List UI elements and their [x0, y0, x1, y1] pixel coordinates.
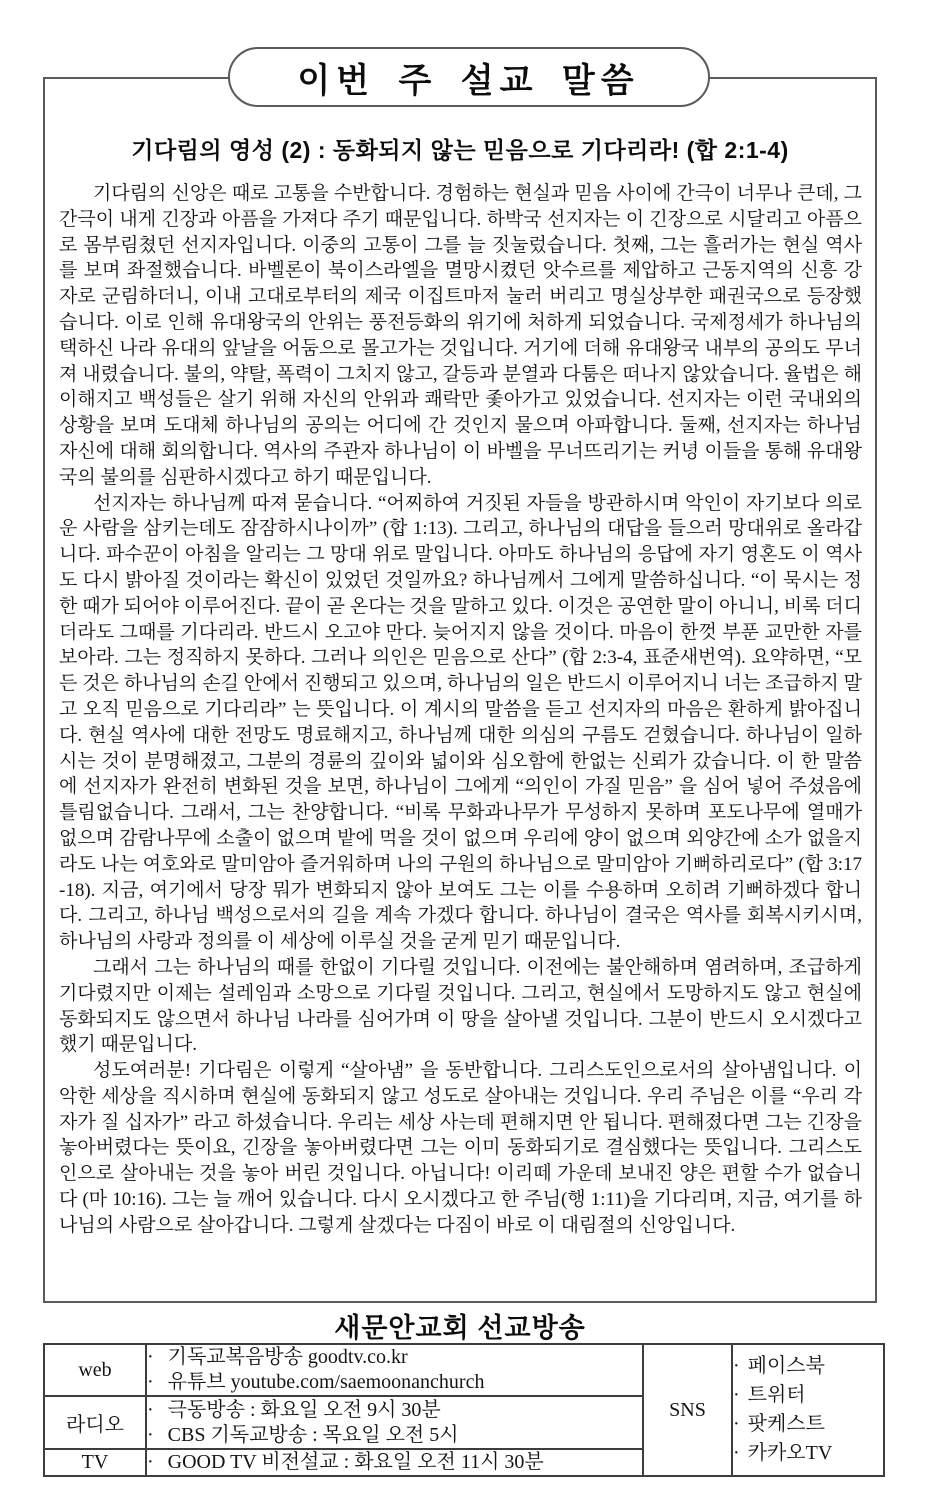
web-item-2-text: 유튜브 youtube.com/saemoonanchurch [167, 1371, 485, 1393]
web-item-1-text: 기독교복음방송 goodtv.co.kr [167, 1346, 408, 1368]
web-row-content [146, 1344, 643, 1396]
radio-row-content [146, 1396, 643, 1449]
sermon-paragraph-2: 선지자는 하나님께 따져 묻습니다. “어찌하여 거짓된 자들을 방관하시며 악인이 자기보다 의로운 사람을 삼키는데도 잠잠하시나이까” (합 1:13). 그리고, 하나님의 대답을 들으러 망대위로 올라갑니다. 파수꾼이 아침을 알리는 그 망대 위로 말입니다. 아마도 하나님의 응답에 자기 영혼도 이 역사도 다시 밝아질 것이라는 확신이 있었던 것일까요? 하나님께서 그에게 말씀하십니다. “이 묵시는 정한 때가 되어야 이루어진다. 끝이 곧 온다는 것을 말하고 있다. 이것은 공연한 말이 아니니, 비록 더디더라도 그때를 기다리라. 반드시 오고야 만다. 늦어지지 않을 것이다. 마음이 한껏 부푼 교만한 자를 보아라. 그는 정직하지 못하다. 그러나 의인은 믿음으로 산다” (합 2:3-4, 표준새번역). 요약하면, “모든 것은 하나님의 손길 안에서 진행되고 있으며, 하나님의 일은 반드시 이루어지니 너는 조급하지 말고 오직 믿음으로 기다리라” 는 뜻입니다. 이 계시의 말씀을 듣고 선지자의 마음은 환하게 밝아집니다. 현실 역사에 대한 전망도 명료해지고, 하나님께 대한 의심의 구름도 걷혔습니다. 하나님이 일하시는 것이 분명해졌고, 그분의 경륜의 깊이와 넓이와 심오함에 한없는 신뢰가 갔습니다. 이 한 말씀에 선지자가 완전히 변화된 것을 보면, 하나님이 그에게 “의인이 가질 믿음” 을 심어 넣어 주셨음에 틀림없습니다. 그래서, 그는 찬양합니다. “비록 무화과나무가 무성하지 못하며 포도나무에 열매가 없으며 감람나무에 소출이 없으며 밭에 먹을 것이 없으며 우리에 양이 없으며 외양간에 소가 없을지라도 나는 여호와로 말미암아 즐거워하며 나의 구원의 하나님으로 말미암아 기뻐하리로다” (합 3:17-18). 지금, 여기에서 당장 뭐가 변화되지 않아 보여도 그는 이를 수용하며 오히려 기뻐하겠다 합니다. 그리고, 하나님 백성으로서의 길을 계속 가겠다 합니다. 하나님이 결국은 역사를 회복시키시며, 하나님의 사랑과 정의를 이 세상에 이루실 것을 굳게 믿기 때문입니다. [59, 492, 862, 953]
bullet-icon: · [733, 1442, 740, 1464]
sermon-paragraph-4: 성도여러분! 기다림은 이렇게 “살아냄” 을 동반합니다. 그리스도인으로서의 살아냄입니다. 이 악한 세상을 직시하며 현실에 동화되지 않고 성도로 살아내는 것입니다. 우리 주님은 이를 “우리 각자가 질 십자가” 라고 하셨습니다. 우리는 세상 사는데 편해지면 안 됩니다. 편해졌다면 그는 긴장을 놓아버렸다는 뜻이요, 긴장을 놓아버렸다면 그는 이미 동화되기로 결심했다는 뜻입니다. 그리스도인으로 살아내는 것을 놓아 버린 것입니다. 아닙니다! 이리떼 가운데 보내진 양은 편할 수가 없습니다 (마 10:16). 그는 늘 깨어 있습니다. 다시 오시겠다고 한 주님(행 1:11)을 기다리며, 지금, 여기를 하나님의 사람으로 살아갑니다. 그렇게 살겠다는 다짐이 바로 이 대림절의 신앙입니다. [59, 1060, 862, 1236]
sns-item-2-text: 트위터 [747, 1384, 806, 1406]
radio-item-1 [147, 1398, 642, 1423]
sermon-paragraph-1: 기다림의 신앙은 때로 고통을 수반합니다. 경험하는 현실과 믿음 사이에 간극이 너무나 큰데, 그 간극이 내게 긴장과 아픔을 가져다 주기 때문입니다. 하박국 선지자는 이 긴장으로 시달리고 아픔으로 몸부림쳤던 선지자입니다. 이중의 고통이 그를 늘 짓눌렀습니다. 첫째, 그는 흘러가는 현실 역사를 보며 좌절했습니다. 바벨론이 북이스라엘을 멸망시켰던 앗수르를 제압하고 근동지역의 신흥 강자로 군림하더니, 이내 고대로부터의 제국 이집트마저 눌러 버리고 명실상부한 패권국으로 등장했습니다. 이로 인해 유대왕국의 안위는 풍전등화의 위기에 처하게 되었습니다. 국제정세가 하나님의 택하신 나라 유대의 앞날을 어둠으로 몰고가는 것입니다. 거기에 더해 유대왕국 내부의 공의도 무너져 내렸습니다. 불의, 약탈, 폭력이 그치지 않고, 갈등과 분열과 다툼은 떠나지 않았습니다. 율법은 해이해지고 백성들은 살기 위해 자신의 안위과 쾌락만 좇아가고 있었습니다. 선지자는 이런 국내외의 상황을 보며 도대체 하나님의 공의는 어디에 간 것인지 물으며 아파합니다. 둘째, 선지자는 하나님 자신에 대해 회의합니다. 역사의 주관자 하나님이 이 바벨을 무너뜨리기는 커녕 이들을 통해 유대왕국의 불의를 심판하시겠다고 하기 때문입니다. [59, 183, 862, 488]
sns-item-4-text: 카카오TV [747, 1442, 833, 1464]
bullet-icon: · [147, 1398, 154, 1421]
web-row-label: web [44, 1344, 146, 1396]
sermon-banner [228, 47, 710, 107]
sns-item-3-text: 팟케스트 [747, 1413, 825, 1435]
sns-item-1 [733, 1352, 883, 1381]
web-item-1 [147, 1345, 642, 1370]
tv-item-1-text: GOOD TV 비전설교 : 화요일 오전 11시 30분 [167, 1451, 544, 1473]
radio-item-1-text: 극동방송 : 화요일 오전 9시 30분 [167, 1398, 441, 1421]
tv-item-1 [147, 1451, 642, 1474]
tv-row-content [146, 1449, 643, 1476]
broadcast-row-web [44, 1344, 884, 1396]
radio-item-2 [147, 1423, 642, 1448]
web-item-2 [147, 1370, 642, 1395]
sermon-paragraph-3: 그래서 그는 하나님의 때를 한없이 기다릴 것입니다. 이전에는 불안해하며 염려하며, 조급하게 기다렸지만 이제는 설레임과 소망으로 기다릴 것입니다. 그리고, 현실에서 도망하지도 않고 현실에 동화되지도 않으면서 하나님 나라를 심어가며 이 땅을 살아낼 것입니다. 그분이 반드시 오시겠다고 했기 때문입니다. [59, 956, 862, 1056]
broadcast-section-title: 새문안교회 선교방송 [334, 1313, 586, 1343]
bullet-icon: · [147, 1423, 154, 1446]
sns-item-4 [733, 1439, 883, 1468]
radio-row-label: 라디오 [44, 1396, 146, 1449]
sermon-body-box [43, 77, 877, 1303]
tv-row-label: TV [44, 1449, 146, 1476]
bullet-icon: · [147, 1451, 154, 1473]
bullet-icon: · [147, 1371, 154, 1393]
sermon-title: 기다림의 영성 (2) : 동화되지 않는 믿음으로 기다리라! (합 2:1-4) [131, 137, 789, 163]
bullet-icon: · [733, 1384, 740, 1406]
sns-item-1-text: 페이스북 [747, 1355, 825, 1377]
sns-item-2 [733, 1381, 883, 1410]
bullet-icon: · [733, 1413, 740, 1435]
sermon-body-text [59, 181, 862, 1239]
broadcast-table [43, 1343, 885, 1477]
bullet-icon: · [147, 1346, 154, 1368]
banner-title: 이번 주 설교 말씀 [297, 61, 640, 100]
bullet-icon: · [733, 1355, 740, 1377]
sns-item-3 [733, 1410, 883, 1439]
sns-label-cell: SNS [643, 1344, 732, 1476]
radio-item-2-text: CBS 기독교방송 : 목요일 오전 5시 [167, 1423, 459, 1446]
sns-list-cell [732, 1344, 884, 1476]
